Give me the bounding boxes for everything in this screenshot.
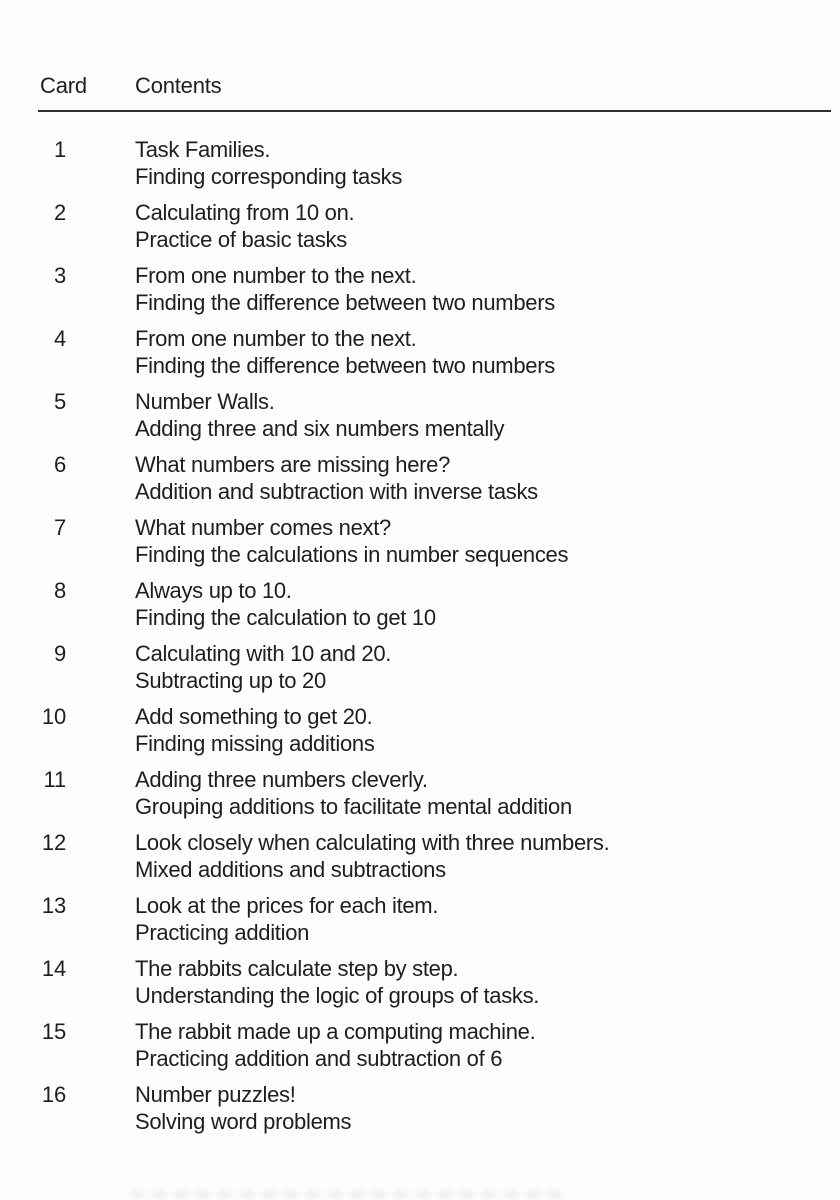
entry-title: Calculating with 10 and 20.	[135, 641, 392, 666]
entry-title: From one number to the next.	[135, 326, 417, 351]
entry-title: Number puzzles!	[135, 1082, 296, 1107]
entry-subtitle: Finding the difference between two numbers	[135, 353, 555, 378]
card-number: 16	[41, 1082, 66, 1107]
row-content	[66, 325, 840, 379]
entry-title: Number Walls.	[135, 389, 275, 414]
entry-title: What number comes next?	[135, 515, 391, 540]
entry-title: Calculating from 10 on.	[135, 200, 355, 225]
row-content	[66, 136, 840, 190]
card-number: 14	[41, 956, 66, 981]
entry-subtitle: Adding three and six numbers mentally	[135, 416, 505, 441]
card-number: 10	[41, 704, 66, 729]
card-number: 3	[53, 263, 66, 288]
row-content	[66, 1081, 840, 1135]
entry-subtitle: Solving word problems	[135, 1109, 352, 1134]
entry-title: Adding three numbers cleverly.	[135, 767, 428, 792]
toc-row	[0, 892, 840, 946]
toc-row	[0, 640, 840, 694]
entry-subtitle: Practicing addition	[135, 920, 310, 945]
toc-row	[0, 325, 840, 379]
toc-list	[0, 136, 840, 1144]
entry-title: Look closely when calculating with three numbers.	[135, 830, 610, 855]
entry-subtitle: Finding the calculation to get 10	[135, 605, 436, 630]
card-number: 2	[53, 200, 66, 225]
row-content	[66, 640, 840, 694]
entry-subtitle: Finding missing additions	[135, 731, 375, 756]
entry-subtitle: Grouping additions to facilitate mental addition	[135, 794, 572, 819]
entry-subtitle: Addition and subtraction with inverse tasks	[135, 479, 538, 504]
row-content	[66, 199, 840, 253]
page-bleed-through-artifact	[130, 1190, 570, 1199]
toc-row	[0, 451, 840, 505]
card-number: 9	[53, 641, 66, 666]
column-header-card: Card	[40, 73, 87, 98]
entry-title: What numbers are missing here?	[135, 452, 451, 477]
entry-title: Always up to 10.	[135, 578, 292, 603]
card-number: 4	[53, 326, 66, 351]
row-content	[66, 703, 840, 757]
entry-title: The rabbit made up a computing machine.	[135, 1019, 536, 1044]
row-content	[66, 451, 840, 505]
card-number: 1	[53, 137, 66, 162]
row-content	[66, 829, 840, 883]
card-number: 6	[53, 452, 66, 477]
row-content	[66, 388, 840, 442]
entry-title: Task Families.	[135, 137, 271, 162]
row-content	[66, 1018, 840, 1072]
toc-row	[0, 1018, 840, 1072]
entry-title: The rabbits calculate step by step.	[135, 956, 459, 981]
card-number: 12	[41, 830, 66, 855]
toc-row	[0, 703, 840, 757]
entry-title: Look at the prices for each item.	[135, 893, 439, 918]
column-header-contents: Contents	[135, 73, 222, 98]
row-content	[66, 766, 840, 820]
toc-row	[0, 766, 840, 820]
entry-subtitle: Subtracting up to 20	[135, 668, 326, 693]
entry-subtitle: Understanding the logic of groups of tasks.	[135, 983, 540, 1008]
entry-subtitle: Finding corresponding tasks	[135, 164, 403, 189]
card-number: 8	[53, 578, 66, 603]
entry-title: Add something to get 20.	[135, 704, 373, 729]
card-number: 11	[43, 767, 66, 792]
row-content	[66, 955, 840, 1009]
toc-row	[0, 577, 840, 631]
entry-subtitle: Finding the calculations in number sequences	[135, 542, 569, 567]
toc-row	[0, 388, 840, 442]
card-number: 5	[53, 389, 66, 414]
entry-subtitle: Finding the difference between two numbers	[135, 290, 555, 315]
entry-title: From one number to the next.	[135, 263, 417, 288]
entry-subtitle: Mixed additions and subtractions	[135, 857, 446, 882]
toc-row	[0, 514, 840, 568]
card-number: 13	[41, 893, 66, 918]
row-content	[66, 262, 840, 316]
header-divider-rule	[38, 110, 831, 112]
toc-row	[0, 199, 840, 253]
card-number: 15	[41, 1019, 66, 1044]
entry-subtitle: Practicing addition and subtraction of 6	[135, 1046, 503, 1071]
entry-subtitle: Practice of basic tasks	[135, 227, 347, 252]
toc-row	[0, 955, 840, 1009]
toc-row	[0, 1081, 840, 1135]
row-content	[66, 577, 840, 631]
toc-row	[0, 829, 840, 883]
toc-row	[0, 262, 840, 316]
toc-row	[0, 136, 840, 190]
row-content	[66, 514, 840, 568]
card-number: 7	[53, 515, 66, 540]
row-content	[66, 892, 840, 946]
